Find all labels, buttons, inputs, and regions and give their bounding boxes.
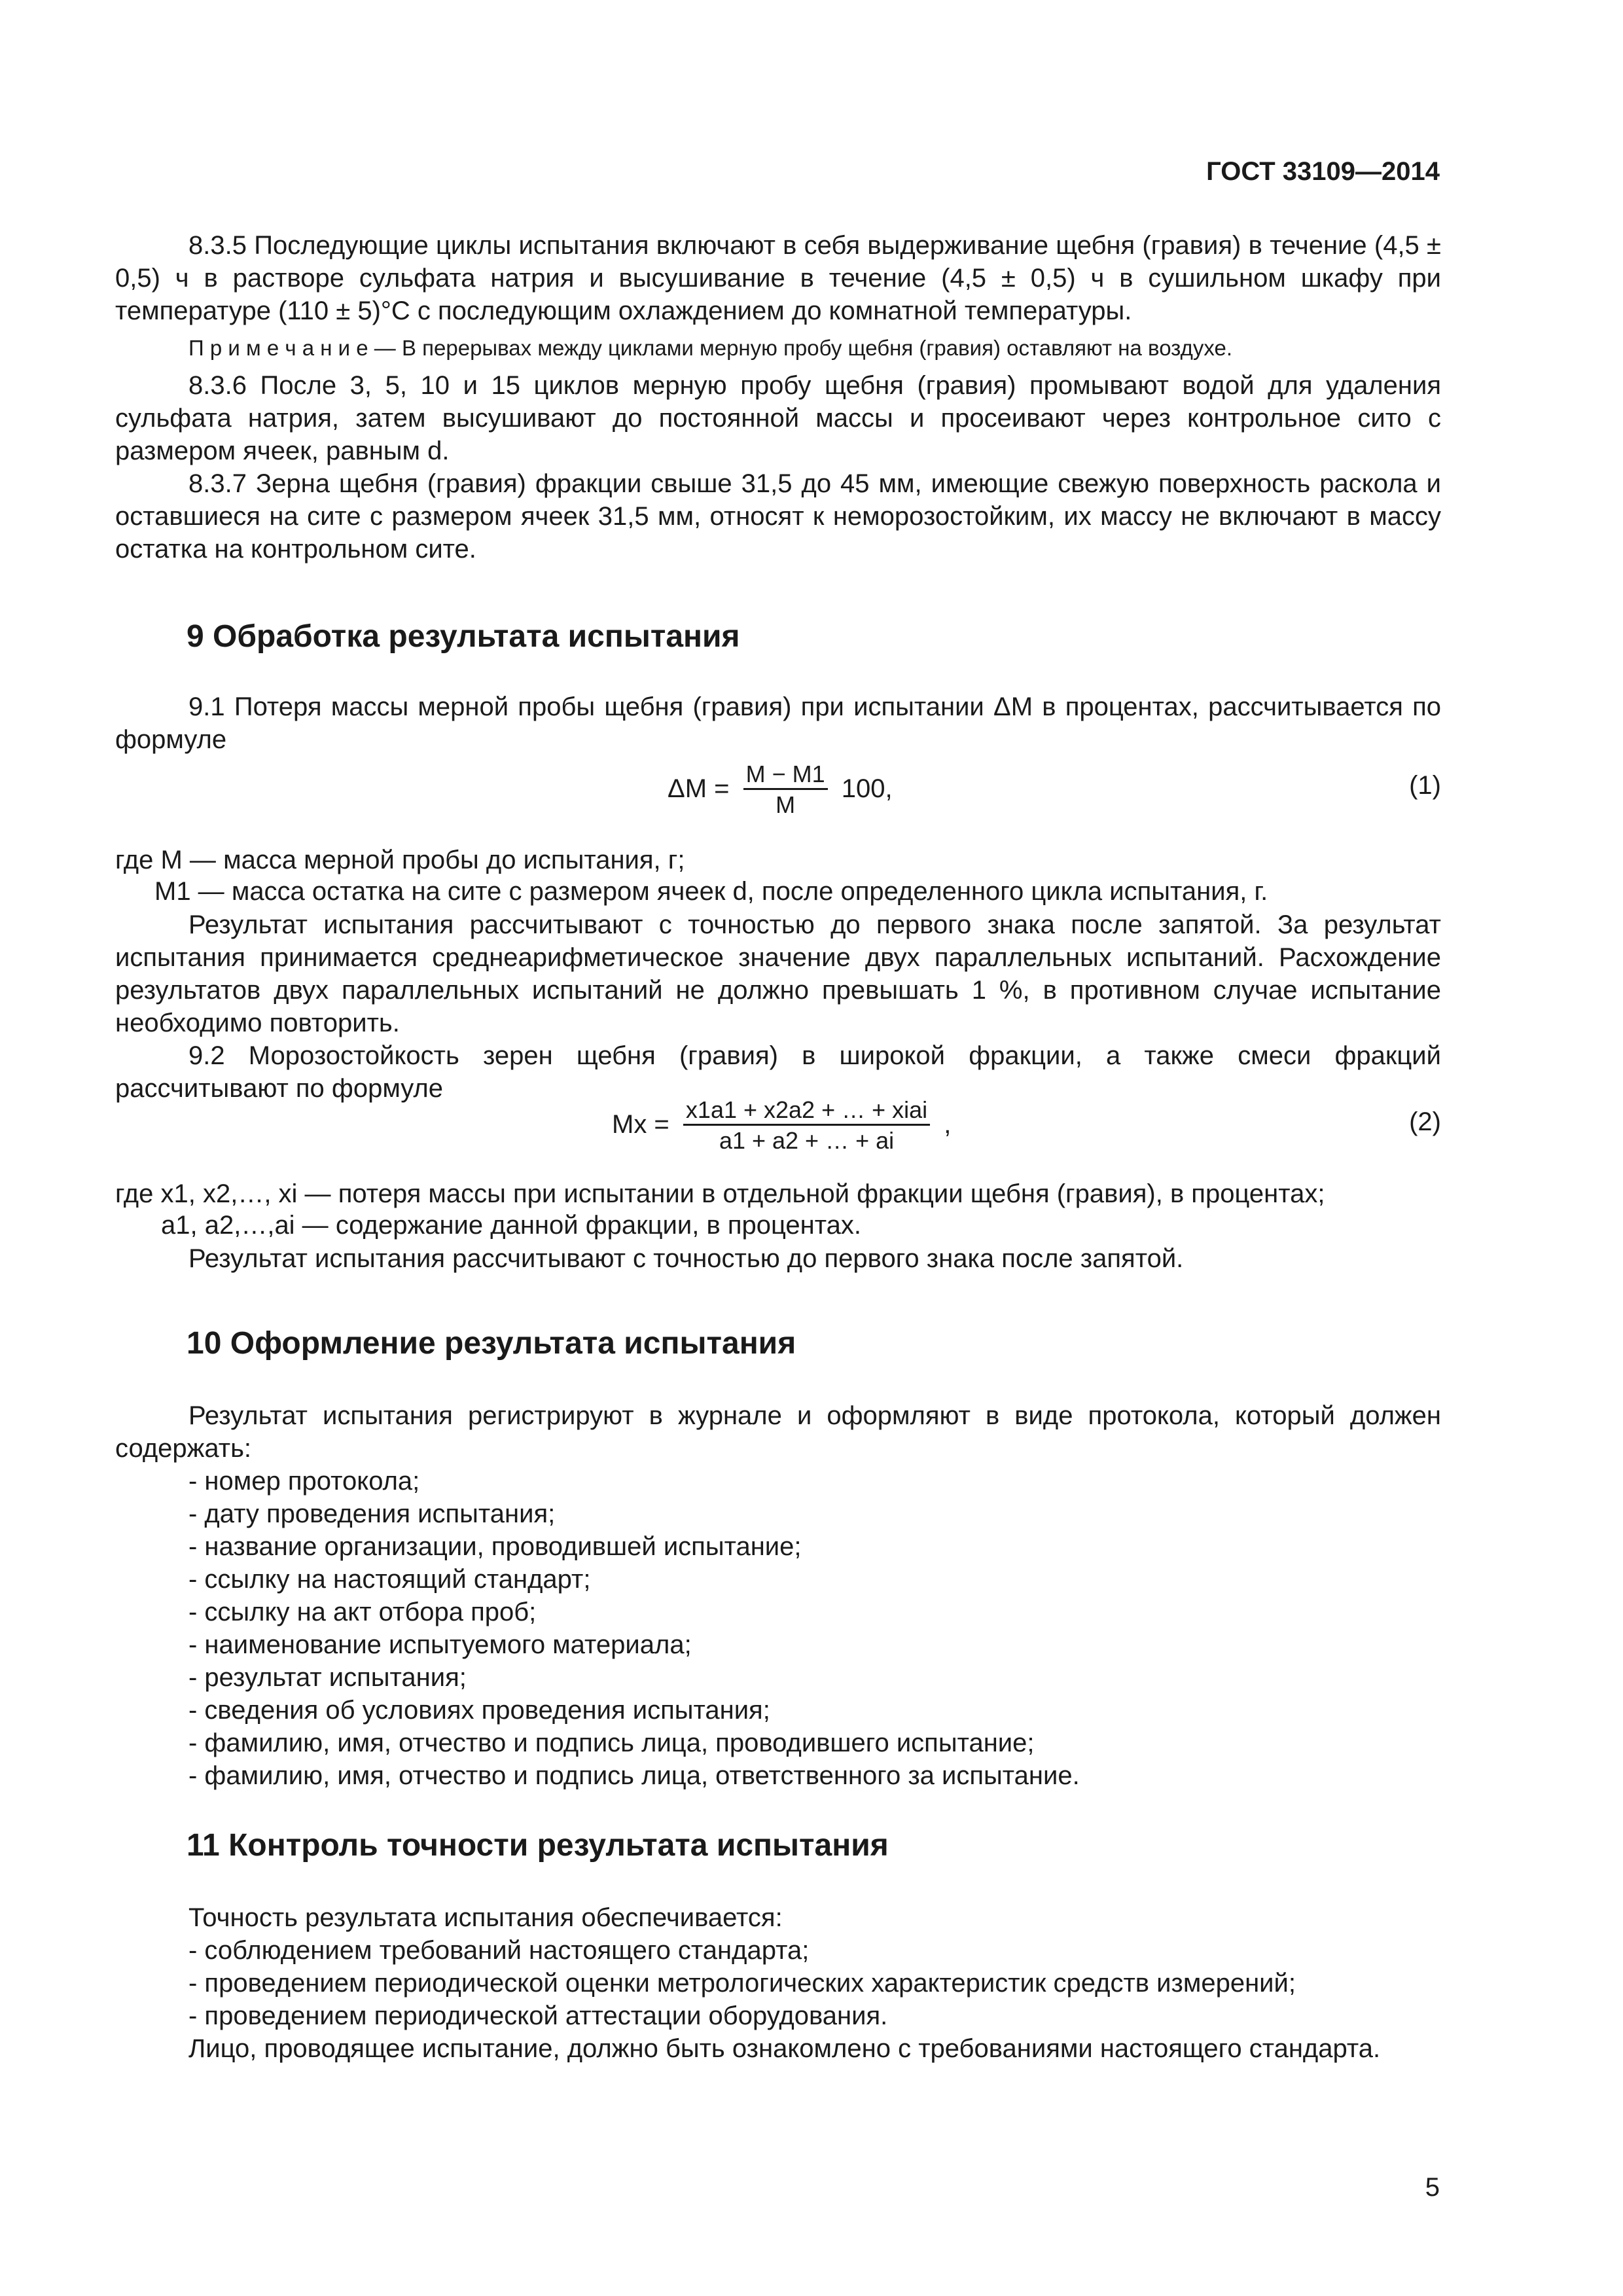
list-item: - соблюдением требований настоящего стандарта; — [188, 1936, 810, 1965]
formula-2-denominator: a1 + a2 + … + ai — [719, 1127, 895, 1154]
paragraph-8-3-6: 8.3.6 После 3, 5, 10 и 15 циклов мерную пробу щебня (гравия) промывают водой для удаления сульфата натрия, затем высушивают до постоянной массы и просеивают через контрольное сито с размером ячеек, равным d. — [115, 371, 1441, 465]
list-item: - ссылку на акт отбора проб; — [188, 1598, 537, 1626]
formula-2-numerator: x1a1 + x2a2 + … + xiai — [683, 1096, 930, 1126]
definition-symbol: a1, a2,…,ai — — [161, 1211, 329, 1240]
definition-symbol: где M — — [115, 846, 216, 874]
section-9-title: 9 Обработка результата испытания — [187, 619, 740, 654]
formula-1-rest: 100, — [841, 774, 893, 804]
section-10-body — [115, 1399, 1441, 1792]
list-item: - номер протокола; — [188, 1467, 420, 1496]
section-9-intro — [115, 691, 1441, 756]
list-item: - результат испытания; — [188, 1663, 467, 1692]
section-11-closing: Лицо, проводящее испытание, должно быть ознакомлено с требованиями настоящего стандарта. — [188, 2034, 1381, 2063]
definition-text: масса мерной пробы до испытания, г; — [223, 846, 685, 874]
formula-1-definitions — [115, 844, 1268, 907]
definition-symbol: M1 — — [154, 877, 224, 906]
note: П р и м е ч а н и е — В перерывах между циклами мерную пробу щебня (гравия) оставляют на воздухе. — [188, 336, 1232, 360]
page-number: 5 — [1425, 2173, 1440, 2202]
formula-1-lhs: ΔM = — [668, 774, 730, 804]
paragraph-8-3-7: 8.3.7 Зерна щебня (гравия) фракции свыше 31,5 до 45 мм, имеющие свежую поверхность раскола и оставшиеся на сите с размером ячеек 31,5 мм, относят к неморозостойким, их массу не включают в массу остатка на контрольном сите. — [115, 469, 1441, 564]
section-11-body — [115, 1901, 1441, 2065]
section-10-intro: Результат испытания регистрируют в журнале и оформляют в виде протокола, который должен содержать: — [115, 1401, 1441, 1463]
definition-symbol: где x1, x2,…, xi — — [115, 1179, 331, 1208]
definition-text: потеря массы при испытании в отдельной фракции щебня (гравия), в процентах; — [338, 1179, 1325, 1208]
list-item: - проведением периодической оценки метрологических характеристик средств измерений; — [188, 1969, 1296, 1998]
definition-row — [115, 844, 1268, 876]
paragraph-8-3-5: 8.3.5 Последующие циклы испытания включают в себя выдерживание щебня (гравия) в течение (4,5 ± 0,5) ч в растворе сульфата натрия и высушивание в течение (4,5 ± 0,5) ч в сушильном шкафу при температуре (110 ± 5)°С с последующим охлаждением до комнатной температуры. — [115, 231, 1441, 325]
list-item: - ссылку на настоящий стандарт; — [188, 1565, 591, 1594]
definition-row — [115, 1178, 1325, 1210]
document-header: ГОСТ 33109—2014 — [1206, 157, 1440, 186]
paragraph-9-1: 9.1 Потеря массы мерной пробы щебня (гравия) при испытании ΔM в процентах, рассчитывается по формуле — [115, 692, 1441, 754]
formula-1-denominator: M — [776, 791, 796, 818]
formula-2 — [612, 1096, 951, 1156]
list-item: - сведения об условиях проведения испытания; — [188, 1696, 770, 1725]
list-item: - дату проведения испытания; — [188, 1499, 556, 1528]
paragraph-9-2: 9.2 Морозостойкость зерен щебня (гравия) в широкой фракции, а также смеси фракций рассчитывают по формуле — [115, 1041, 1441, 1103]
section-11-intro: Точность результата испытания обеспечивается: — [188, 1903, 783, 1932]
formula-2-number: (2) — [1409, 1107, 1441, 1136]
definition-text: масса остатка на сите с размером ячеек d, после определенного цикла испытания, г. — [231, 877, 1268, 906]
formula-1-numerator: M − M1 — [743, 761, 828, 790]
list-item: - фамилию, имя, отчество и подпись лица, проводившего испытание; — [188, 1729, 1035, 1757]
definition-row — [115, 1210, 1325, 1241]
list-item: - проведением периодической аттестации оборудования. — [188, 2001, 888, 2030]
formula-1 — [668, 761, 893, 820]
list-item: - фамилию, имя, отчество и подпись лица, ответственного за испытание. — [188, 1761, 1080, 1790]
section-8-block — [115, 229, 1441, 565]
formula-2-lhs: Mx = — [612, 1110, 669, 1139]
section-11-title: 11 Контроль точности результата испытания — [187, 1828, 889, 1863]
formula-1-number: (1) — [1409, 771, 1441, 800]
section-9-body — [115, 908, 1441, 1105]
section-10-title: 10 Оформление результата испытания — [187, 1326, 796, 1361]
section-9-result — [115, 1242, 1441, 1275]
formula-2-rest: , — [944, 1110, 952, 1139]
formula-1-fraction — [743, 761, 828, 820]
list-item: - наименование испытуемого материала; — [188, 1630, 692, 1659]
definition-text: содержание данной фракции, в процентах. — [335, 1211, 861, 1240]
formula-2-definitions — [115, 1178, 1325, 1241]
list-item: - название организации, проводившей испытание; — [188, 1532, 802, 1561]
result-paragraph-1: Результат испытания рассчитывают с точностью до первого знака после запятой. За результат испытания принимается среднеарифметическое значение двух параллельных испытаний. Расхождение результатов двух параллельных испытаний не должно превышать 1 %, в противном случае испытание необходимо повторить. — [115, 910, 1441, 1037]
formula-2-fraction — [683, 1096, 930, 1156]
result-paragraph-2: Результат испытания рассчитывают с точностью до первого знака после запятой. — [188, 1244, 1184, 1273]
definition-row — [115, 876, 1268, 907]
